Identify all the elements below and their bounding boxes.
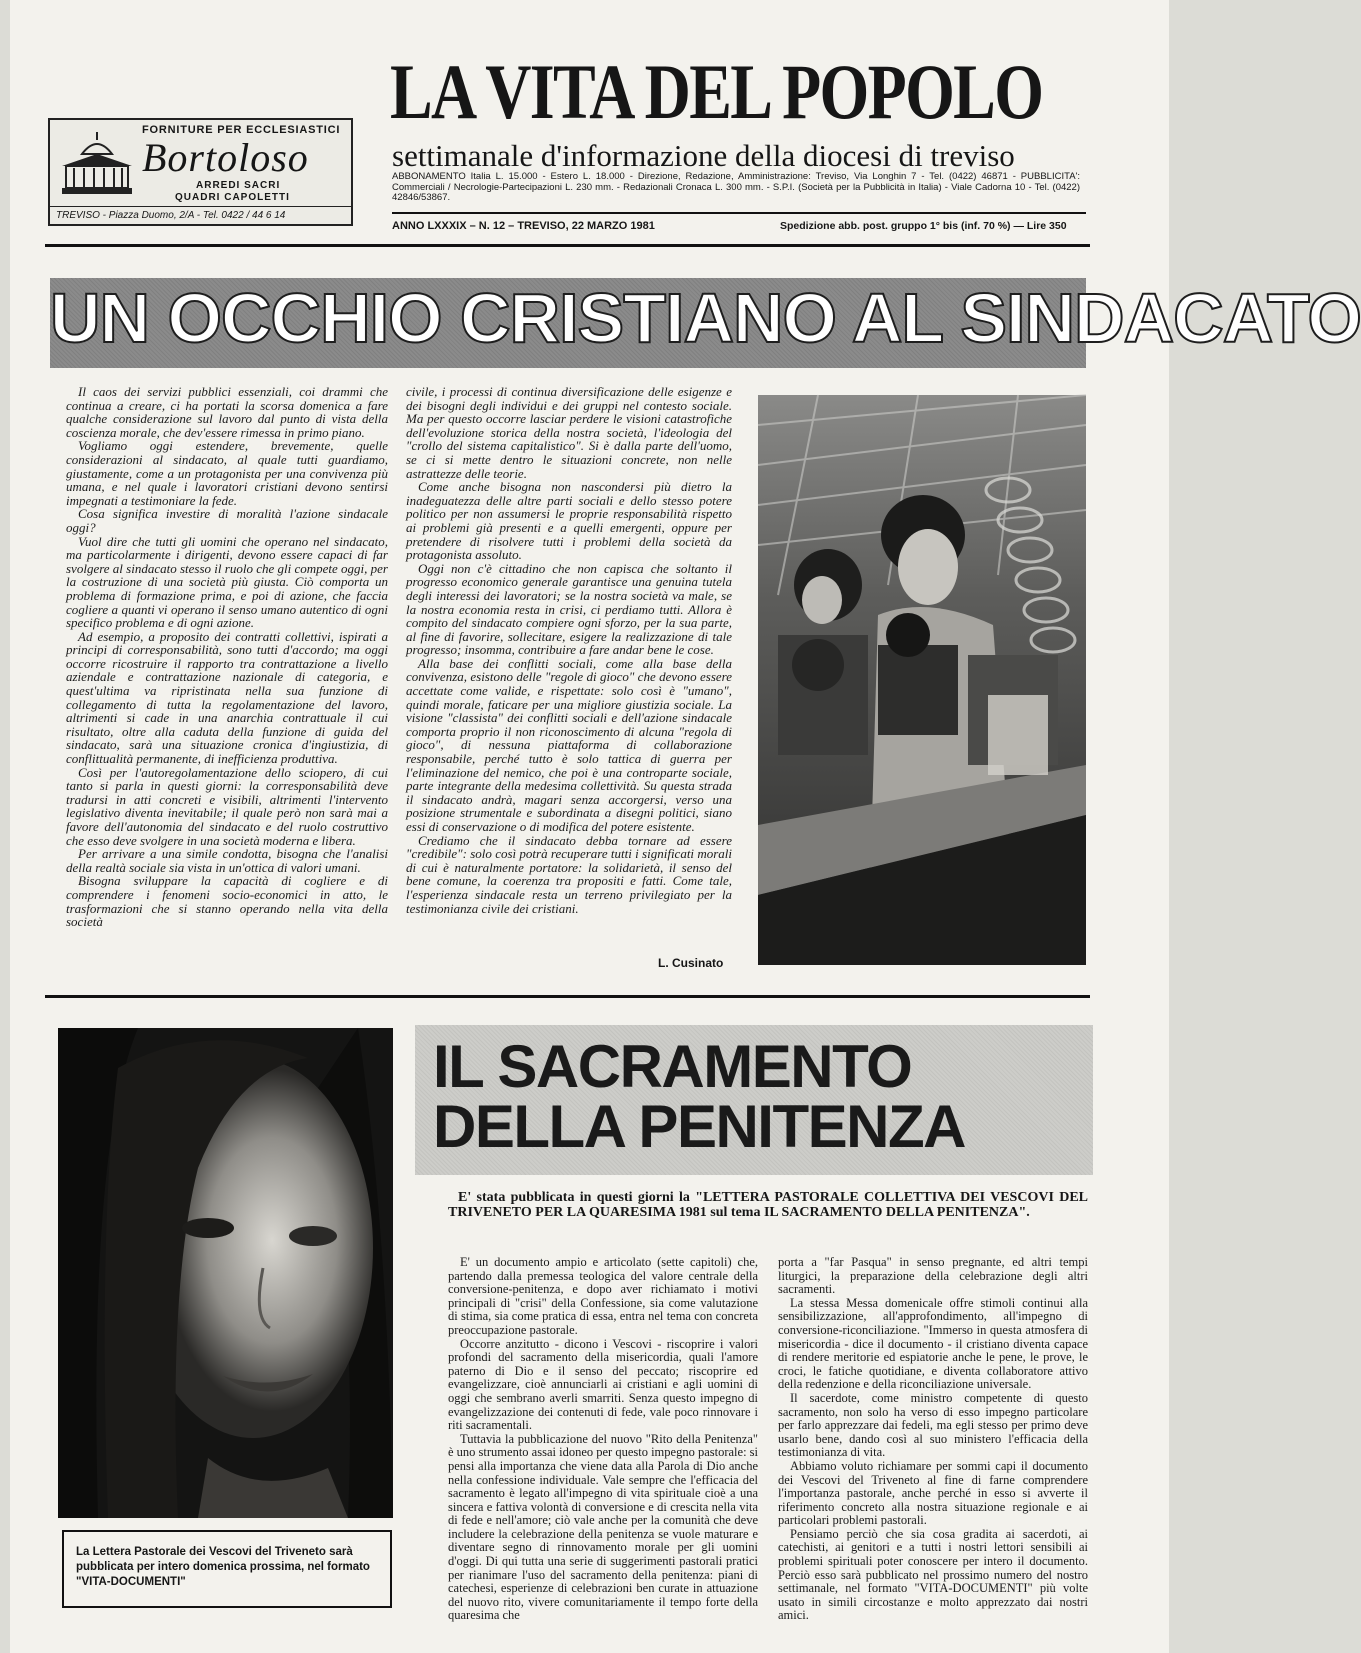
paragraph: E' un documento ampio e articolato (sette capitoli) che, partendo dalla premessa teologica del valore centrale della conversione-penitenza, e dopo aver richiamato i motivi principali di "crisi" della Confessione, sia come valutazione di stima, sia come pratica di essa, entra nel tema con concreta preoccupazione pastorale. <box>448 1255 758 1337</box>
headline-banner-2 <box>415 1025 1093 1175</box>
masthead-rule <box>392 212 1086 214</box>
advertisement-box <box>48 118 353 226</box>
article-intro: E' stata pubblicata in questi giorni la "LETTERA PASTORALE COLLETTIVA DEI VESCOVI DEL TRIVENETO PER LA QUARESIMA 1981 sul tema IL SACRAMENTO DELLA PENITENZA". <box>448 1190 1088 1220</box>
paragraph: Tuttavia la pubblicazione del nuovo "Rito della Penitenza" è uno strumento assai idoneo per questo impegno pastorale: si pensi alla importanza che viene data alla Parola di Dio anche nella confessione individuale. Vale sempre che l'efficacia del sacramento è legato all'impegno di vita spirituale cioè a una sincera e fattiva volontà di conversione e di crescita nella vita di fede e nell'amore; ciò vale anche per la comunità che deve includere la celebrazione della penitenza se vuole maturare e diventare segno di rinnovamento morale per gli uomini d'oggi. Di qui tutta una serie di suggerimenti pastorali pratici per rianimare l'uso del sacramento della penitenza: piani di catechesi, esperienze di celebrazioni ben curate in attuazione del nuovo rito, vivere comunitariamente il tempo forte della quaresima che <box>448 1431 759 1623</box>
headline-line-2: DELLA PENITENZA <box>433 1093 965 1160</box>
paragraph: Occorre anzitutto - dicono i Vescovi - riscoprire i valori profondi del sacramento della misericordia, quali l'amore paterno di Dio e il senso del peccato; riscoprire ed evangelizzare, cioè annunciarli ai cristiani e agli uomini di oggi che sembrano averli smarriti. Senza questo impegno di evangelizzazione dei contenuti di fede, vale poco rinnovare i riti sacramentali. <box>448 1336 758 1433</box>
header-divider <box>45 244 1090 247</box>
paragraph: Il caos dei servizi pubblici essenziali, coi drammi che continua a creare, ci ha portati la scorsa domenica a fare qualche considerazione sul lavoro dal punto di vista della coscienza morale, che dev'essere rimessa in primo piano. <box>66 384 388 440</box>
article-column-2 <box>406 385 732 915</box>
paragraph: Abbiamo voluto richiamare per sommi capi il documento dei Vescovi del Triveneto al fine di farne comprendere l'importanza pastorale, anche perché in esso si avverte il riferimento concreto alla nostra situazione regionale e ai particolari problemi pastorali. <box>778 1458 1088 1528</box>
issue-line: ANNO LXXXIX – N. 12 – TREVISO, 22 MARZO 1981 <box>392 220 655 232</box>
paragraph: Pensiamo perciò che sia cosa gradita ai sacerdoti, ai catechisti, ai genitori e a tutti i nostri lettori sensibili ai problemi spirituali poter conoscere per intero il documento. Perciò esso sarà pubblicato nel prossimo numero del nostro settimanale, nel formato "VITA-DOCUMENTI" più volte usato in simili circostanze e molto apprezzato dai nostri amici. <box>778 1526 1088 1623</box>
article-2-column-1 <box>448 1256 758 1623</box>
ad-heading: FORNITURE PER ECCLESIASTICI <box>142 124 341 136</box>
paragraph: Per arrivare a una simile condotta, bisogna che l'analisi della realtà sociale sia vista in un'ottica di valori umani. <box>66 846 388 875</box>
newspaper-title: LA VITA DEL POPOLO <box>390 48 1043 135</box>
paragraph: Vogliamo oggi estendere, brevemente, quelle considerazioni al sindacato, al quale tutti guardiamo, giustamente, come a un protagonista per una convivenza più umana, e nel quale i lavoratori cristiani devono sentirsi impegnati a testimoniare la fede. <box>66 438 388 508</box>
subscription-info: ABBONAMENTO Italia L. 15.000 - Estero L. 18.000 - Direzione, Redazione, Amministrazione: Treviso, Via Longhin 7 - Tel. (0422) 46871 - PUBBLICITA': Commerciali / Necrologie-Partecipazioni L. 230 mm. - Redazionali Cronaca L. 300 mm. - S.P.I. (Società per la Pubblicità in Italia) - Viale Cadorna 10 - Tel. (0422) 42846/53867. <box>392 171 1080 203</box>
paragraph: La stessa Messa domenicale offre stimoli continui alla sensibilizzazione, all'approfondimento, all'impegno di conversione-riconciliazione. "Immerso in questa atmosfera di misericordia - dice il documento - il cristiano diventa capace di rendere meritorie ed espiatorie anche le pene, le prove, le croci, le fatiche quotidiane, e diventa collaboratore attivo della redenzione e della riconciliazione universale. <box>778 1295 1088 1392</box>
paragraph: Come anche bisogna non nascondersi più dietro la inadeguatezza delle altre parti sociali e dello stesso potere politico per non assumersi le proprie responsabilità rispetto ai problemi già presenti e a quelli emergenti, oppure per pretendere di risolvere tutti i problemi della società da protagonista assoluto. <box>406 479 732 563</box>
factory-workers-photo <box>758 395 1086 965</box>
article-headline: UN OCCHIO CRISTIANO AL SINDACATO <box>50 279 1361 357</box>
ad-address: TREVISO - Piazza Duomo, 2/A - Tel. 0422 / 44 6 14 <box>50 206 351 224</box>
article-2-column-2 <box>778 1256 1088 1623</box>
article-column-1 <box>66 385 388 929</box>
young-woman-portrait-photo <box>58 1028 393 1518</box>
paragraph: Bisogna sviluppare la capacità di cogliere e di comprendere i fenomeni socio-economici in atto, le trasformazioni che si stanno operando nella vita della società <box>66 873 388 930</box>
paragraph: Ad esempio, a proposito dei contratti collettivi, ispirati a principi di corresponsabilità, sono tutti d'accordo; ma oggi occorre ricostruire il rapporto tra contrattazione a livello aziendale e contrattazione nazionale di categoria, e quest'ultima va ripristinata nella sua funzione di collegamento di tutta la regolamentazione del lavoro, altrimenti si cade in una anarchia contrattuale il cui risultato, oltre alla caduta della funzione di guida del sindacato, sarà una situazione cronica d'ingiustizia, di conflittualità permanente, di inefficienza produttiva. <box>66 628 388 767</box>
headline-banner <box>50 278 1361 368</box>
headline-line-1: IL SACRAMENTO <box>433 1033 912 1100</box>
shipping-line: Spedizione abb. post. gruppo 1° bis (inf. 70 %) — Lire 350 <box>780 220 1067 232</box>
photo-caption-box: La Lettera Pastorale dei Vescovi del Triveneto sarà pubblicata per intero domenica prossima, nel formato "VITA-DOCUMENTI" <box>62 1530 392 1608</box>
author-signature: L. Cusinato <box>658 956 724 970</box>
paragraph: Così per l'autoregolamentazione dello sciopero, di cui tanto si parla in questi giorni: la corresponsabilità deve tradursi in atti concreti e visibili, altrimenti l'intervento legislativo diventa inevitabile; il quale però non sarà mai a favore dell'autonomia del sindacato e del ruolo costruttivo che esso deve svolgere in una società moderna e libera. <box>66 764 388 848</box>
newspaper-page <box>10 0 1361 1653</box>
paragraph: Alla base dei conflitti sociali, come alla base della convivenza, esistono delle "regole di gioco" che devono essere accettate come valide, e rispettate: solo così è "umano", quindi morale, faticare per una migliore giustizia sociale. La visione "classista" dei conflitti sociali e dell'azione sindacale comporta proprio il non riconoscimento di alcuna "regola di gioco", di nessuna piattaforma di collaborazione responsabile, perché tutto è solo tattica di guerra per l'eliminazione del nemico, che poi è una controparte sociale, parte integrante della medesima collettività. Su questa strada il sindacato andrà, magari senza accorgersi, verso una posizione strumentale e subordinata a disegni politici, siano essi di conservazione o di modifica del potere esistente. <box>406 655 732 834</box>
paragraph: porta a "far Pasqua" in senso pregnante, ed altri tempi liturgici, la preparazione della celebrazione degli altri sacramenti. <box>778 1255 1088 1297</box>
article-headline-2 <box>433 1033 965 1160</box>
ad-line-2: QUADRI CAPOLETTI <box>175 192 290 203</box>
ad-brand-logo: Bortoloso <box>142 135 309 180</box>
section-divider <box>45 995 1090 998</box>
paragraph: Oggi non c'è cittadino che non capisca che soltanto il progresso economico generale garantisce una genuina tutela degli interessi dei lavoratori; se la nostra società va male, se la nostra economia resta in crisi, ci perdiamo tutti. Allora è compito del sindacato compiere ogni sforzo, per la sua parte, al fine di favorire, sollecitare, esigere la realizzazione di tale progresso; insomma, contribuire a fare andar bene le cose. <box>406 560 732 658</box>
newspaper-subtitle: settimanale d'informazione della diocesi di treviso <box>392 138 1015 173</box>
paragraph: Crediamo che il sindacato debba tornare ad essere "credibile": solo così potrà recuperare tutti i significati morali di cui è naturalmente portatore: la solidarietà, il senso del bene comune, la coerenza tra propositi e fatti. Come tale, l'esperienza sindacale resta un terreno privilegiato per la testimonianza civile dei cristiani. <box>406 832 732 916</box>
paragraph: Cosa significa investire di moralità l'azione sindacale oggi? <box>66 506 388 535</box>
ad-line-1: ARREDI SACRI <box>196 180 281 191</box>
church-icon <box>58 130 136 200</box>
paragraph: civile, i processi di continua diversificazione delle esigenze e dei bisogni degli individui e dei gruppi nel contesto sociale. Ma per questo occorre lasciar perdere le visioni catastrofiche dell'evoluzione storica della nostra società, l'ideologia del "crollo del sistema capitalistico". Si è dalla parte dell'uomo, se ci si mette dentro le situazioni concrete, non nelle astrattezze delle teorie. <box>406 384 732 481</box>
paragraph: Vuol dire che tutti gli uomini che operano nel sindacato, ma particolarmente i dirigenti, devono essere capaci di far svolgere al sindacato stesso il ruolo che gli compete oggi, per la costruzione di una società più giusta. Ciò comporta un problema di formazione prima, e poi di azione, che faccia cogliere a quanti vi operano il senso umano autentico di ogni specifico problema e di ogni azione. <box>66 533 388 631</box>
paragraph: Il sacerdote, come ministro competente di questo sacramento, non solo ha verso di esso impegno particolare per farlo apprezzare dai fedeli, ma egli stesso per primo deve usarlo bene, dando così al suo ministero l'efficacia della testimonianza di vita. <box>778 1390 1088 1460</box>
